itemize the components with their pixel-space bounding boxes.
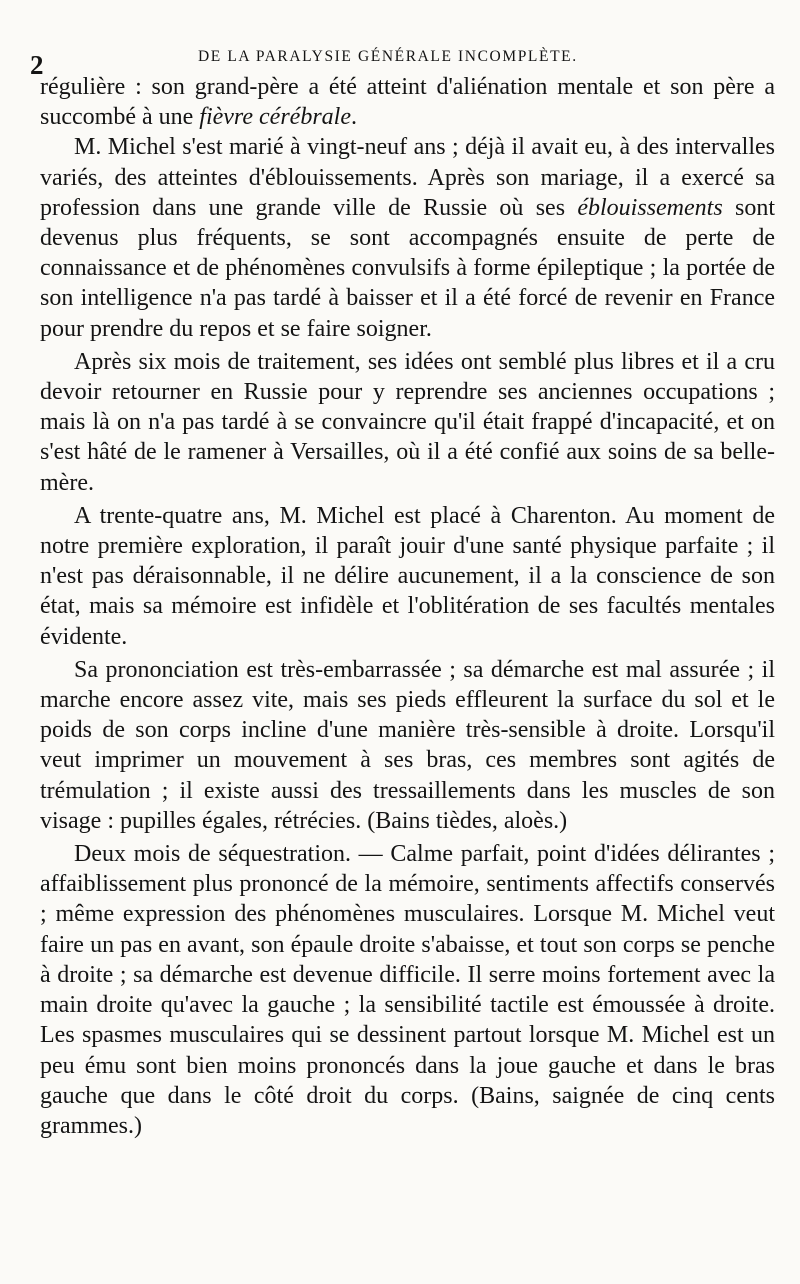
italic-term: fièvre cérébrale — [199, 104, 351, 131]
paragraph-6: Deux mois de séquestration. — Calme parfait, point d'idées délirantes ; affaiblissement plus prononcé de la mémoire, sentiments affectifs conservés ; même expression des phénomènes musculaires. Lorsque M. Michel veut faire un pas en avant, son épaule droite s'abaisse, et tout son corps se penche à droite ; sa démarche est devenue difficile. Il serre moins fortement avec la main droite qu'avec la gauche ; la sensibilité tactile est émoussée à droite. Les spasmes musculaires qui se dessinent partout lorsque M. Michel est un peu ému sont bien moins prononcés dans la joue gauche et dans le bras gauche que dans le côté droit du corps. (Bains, saignée de cinq cents grammes.) — [40, 841, 775, 1139]
paragraph-1: régulière : son grand-père a été atteint d'aliénation mentale et son père a succombé à une fièvre cérébrale. — [40, 74, 775, 131]
paragraph-2: M. Michel s'est marié à vingt-neuf ans ; déjà il avait eu, à des intervalles variés, des atteintes d'éblouissements. Après son mariage, il a exercé sa profession dans une grande ville de Russie où ses éblouissements sont devenus plus fréquents, se sont accompagnés ensuite de perte de connaissance et de phénomènes convulsifs à forme épileptique ; la portée de son intelligence n'a pas tardé à baisser et il a été forcé de revenir en France pour prendre du repos et se faire soigner. — [40, 134, 775, 342]
paragraph-4: A trente-quatre ans, M. Michel est placé à Charenton. Au moment de notre première exploration, il paraît jouir d'une santé physique parfaite ; il n'est pas déraisonnable, il ne délire aucunement, il a la conscience de son état, mais sa mémoire est infidèle et l'oblitération de ses facultés mentales évidente. — [40, 502, 775, 650]
paragraph-5: Sa prononciation est très-embarrassée ; sa démarche est mal assurée ; il marche encore assez vite, mais ses pieds effleurent la surface du sol et le poids de son corps incline d'une manière très-sensible à droite. Lorsqu'il veut imprimer un mouvement à ses bras, ces membres sont agités de trémulation ; il existe aussi des tressaillements dans les muscles de son visage : pupilles égales, rétrécies. (Bains tièdes, aloès.) — [40, 656, 775, 834]
body-text — [40, 72, 775, 1141]
italic-term: éblouissements — [577, 194, 723, 221]
running-title: DE LA PARALYSIE GÉNÉRALE INCOMPLÈTE. — [198, 48, 578, 65]
paragraph-3: Après six mois de traitement, ses idées ont semblé plus libres et il a cru devoir retourner en Russie pour y reprendre ses anciennes occupations ; mais là on n'a pas tardé à se convaincre qu'il était frappé d'incapacité, et on s'est hâté de le ramener à Versailles, où il a été confié aux soins de sa belle-mère. — [40, 348, 775, 496]
page-number: 2 — [30, 50, 44, 80]
